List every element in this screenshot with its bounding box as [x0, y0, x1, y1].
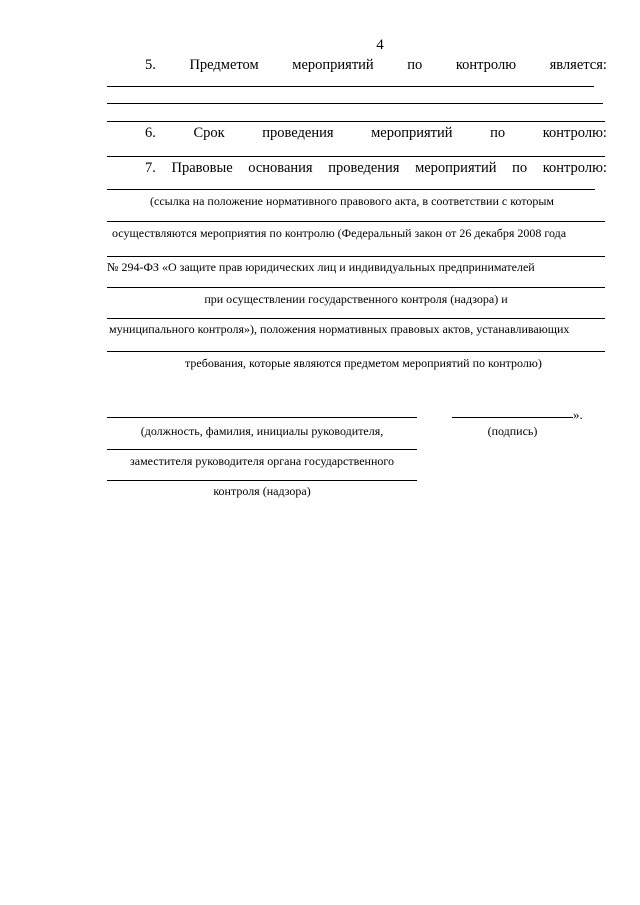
- closing-quote: ».: [573, 407, 583, 422]
- legal-note: при осуществлении государственного контроля (надзора) и: [204, 292, 508, 306]
- item-5-number: 5.: [145, 57, 156, 73]
- item-6-number: 6.: [145, 125, 156, 141]
- legal-note: требования, которые являются предметом мероприятий по контролю): [185, 356, 542, 370]
- item-6-word: проведения: [262, 125, 334, 141]
- legal-note: № 294-ФЗ «О защите прав юридических лиц и индивидуальных предпринимателей: [107, 260, 535, 274]
- item-5-word: Предметом: [189, 57, 259, 73]
- signature-caption: (подпись): [487, 424, 538, 438]
- blank-line: [107, 121, 605, 122]
- position-signature-line: [107, 417, 417, 418]
- blank-line: [107, 351, 605, 352]
- item-7-word: Правовые: [171, 160, 233, 176]
- position-caption: (должность, фамилия, инициалы руководителя,: [140, 424, 384, 438]
- item-5-heading: [145, 57, 607, 74]
- item-6-word: мероприятий: [371, 125, 453, 141]
- blank-line: [107, 103, 603, 104]
- item-7-heading: [145, 160, 607, 177]
- item-5-word: является:: [549, 57, 607, 73]
- blank-line: [107, 156, 605, 157]
- item-7-word: контролю:: [542, 160, 607, 176]
- blank-line: [107, 318, 605, 319]
- blank-line: [107, 256, 605, 257]
- item-6-word: контролю:: [542, 125, 607, 141]
- blank-line: [107, 221, 605, 222]
- item-5-word: контролю: [455, 57, 517, 73]
- item-5-word: мероприятий: [292, 57, 374, 73]
- item-6-word: Срок: [193, 125, 225, 141]
- item-7-word: основания: [248, 160, 313, 176]
- blank-line: [107, 480, 417, 481]
- blank-line: [107, 86, 594, 87]
- item-7-number: 7.: [145, 160, 156, 176]
- item-7-word: проведения: [328, 160, 400, 176]
- signature-line: [452, 417, 573, 418]
- item-6-word: по: [490, 125, 506, 141]
- page-number: 4: [376, 37, 384, 53]
- blank-line: [107, 189, 595, 190]
- item-7-word: мероприятий: [415, 160, 497, 176]
- blank-line: [107, 449, 417, 450]
- item-5-word: по: [407, 57, 423, 73]
- position-caption: контроля (надзора): [213, 484, 311, 498]
- legal-note: муниципального контроля»), положения нормативных правовых актов, устанавливающих: [109, 322, 570, 336]
- item-7-word: по: [512, 160, 528, 176]
- blank-line: [107, 287, 605, 288]
- position-caption: заместителя руководителя органа государственного: [130, 454, 394, 468]
- legal-note: осуществляются мероприятия по контролю (Федеральный закон от 26 декабря 2008 года: [112, 226, 567, 240]
- legal-note: (ссылка на положение нормативного правового акта, в соответствии с которым: [150, 194, 555, 208]
- item-6-heading: [145, 125, 607, 142]
